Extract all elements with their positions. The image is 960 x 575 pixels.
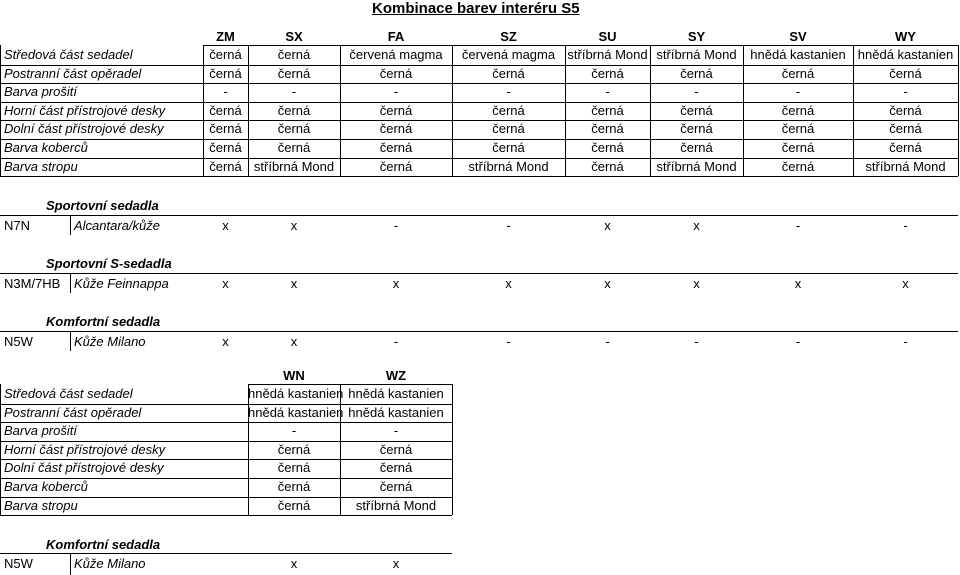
- grid-line: [0, 45, 1, 176]
- seat-availability: x: [794, 276, 802, 291]
- seat-availability: x: [392, 276, 400, 291]
- table-cell: černá: [277, 441, 311, 457]
- table-cell: černá: [781, 121, 815, 137]
- grid-line: [248, 384, 452, 385]
- seat-code: N5W: [4, 556, 33, 571]
- table-cell: černá: [781, 65, 815, 81]
- seat-availability: x: [604, 276, 611, 291]
- page-title: Kombinace barev interéru S5: [372, 0, 580, 17]
- table-cell: černá: [277, 479, 311, 494]
- table-cell: černá: [379, 460, 413, 476]
- table-cell: -: [291, 423, 297, 439]
- table-cell: -: [605, 84, 610, 100]
- grid-line: [203, 45, 204, 176]
- row-label: Dolní část přístrojové desky: [4, 460, 164, 476]
- grid-line: [248, 384, 249, 515]
- seat-availability: x: [505, 276, 512, 291]
- table-cell: -: [393, 84, 399, 100]
- seat-availability: x: [222, 334, 229, 349]
- seat-availability: x: [392, 556, 400, 571]
- seat-availability: -: [605, 334, 610, 349]
- table-cell: černá: [209, 140, 242, 155]
- table-cell: černá: [781, 158, 815, 174]
- grid-line: [340, 384, 341, 515]
- seat-availability: x: [290, 276, 298, 291]
- table-cell: černá: [277, 140, 311, 155]
- grid-line: [565, 45, 566, 176]
- seat-code: N3M/7HB: [4, 276, 61, 291]
- table-cell: černá: [680, 65, 713, 81]
- table-cell: černá: [277, 65, 311, 81]
- grid-line: [853, 45, 854, 176]
- seat-availability: -: [903, 218, 908, 233]
- seat-code: N7N: [4, 218, 31, 233]
- table-cell: černá: [379, 65, 413, 81]
- table-cell: černá: [680, 102, 713, 118]
- grid-line: [452, 384, 453, 515]
- row-label: Barva prošití: [4, 423, 77, 439]
- table-cell: černá: [379, 158, 413, 174]
- grid-line: [0, 176, 958, 177]
- column-header-sx: SX: [285, 29, 303, 44]
- table-cell: červená magma: [349, 47, 443, 62]
- row-label: Horní část přístrojové desky: [4, 441, 166, 457]
- column-header-su: SU: [598, 29, 617, 44]
- table-cell: černá: [277, 460, 311, 476]
- table-cell: černá: [209, 102, 242, 118]
- table-cell: hnědá kastanien: [857, 47, 954, 62]
- table-cell: černá: [209, 121, 242, 137]
- table-cell: černá: [680, 121, 713, 137]
- table-cell: stříbrná Mond: [656, 47, 737, 62]
- table-cell: černá: [591, 102, 624, 118]
- table-cell: -: [506, 84, 511, 100]
- column-header-fa: FA: [387, 29, 405, 44]
- seat-availability: -: [506, 334, 511, 349]
- seat-availability: x: [222, 276, 229, 291]
- seat-availability: -: [795, 218, 801, 233]
- row-label: Barva stropu: [4, 497, 78, 513]
- seat-section-title: Sportovní S-sedadla: [46, 256, 172, 271]
- table-cell: hnědá kastanien: [348, 404, 444, 420]
- table-cell: černá: [379, 102, 413, 118]
- column-header-sv: SV: [789, 29, 807, 44]
- row-label: Barva prošití: [4, 84, 77, 100]
- row-label: Barva koberců: [4, 479, 88, 494]
- grid-line: [70, 553, 71, 575]
- table-cell: černá: [277, 121, 311, 137]
- grid-line: [203, 45, 958, 46]
- table-cell: černá: [591, 65, 624, 81]
- table-cell: černá: [209, 158, 242, 174]
- seat-code: N5W: [4, 334, 33, 349]
- grid-line: [0, 384, 1, 515]
- table-cell: černá: [379, 140, 413, 155]
- row-label: Postranní část opěradel: [4, 65, 142, 81]
- grid-line: [0, 273, 958, 274]
- seat-availability: x: [290, 218, 298, 233]
- table-cell: černá: [680, 140, 713, 155]
- seat-availability: -: [506, 218, 511, 233]
- seat-availability: x: [290, 556, 298, 571]
- table-cell: černá: [277, 47, 311, 62]
- table-cell: -: [393, 423, 399, 439]
- grid-line: [70, 331, 71, 351]
- grid-line: [743, 45, 744, 176]
- table-cell: černá: [379, 479, 413, 494]
- seat-availability: -: [393, 218, 399, 233]
- column-header-sy: SY: [687, 29, 706, 44]
- seat-availability: x: [222, 218, 229, 233]
- table-cell: stříbrná Mond: [656, 158, 737, 174]
- seat-availability: x: [693, 276, 700, 291]
- table-cell: černá: [379, 121, 413, 137]
- row-label: Barva koberců: [4, 140, 88, 155]
- table-cell: černá: [781, 140, 815, 155]
- seat-availability: -: [795, 334, 801, 349]
- table-cell: černá: [492, 140, 525, 155]
- seat-section-title: Komfortní sedadla: [46, 314, 161, 329]
- table-cell: -: [223, 84, 228, 100]
- table-cell: černá: [889, 65, 922, 81]
- seat-availability: -: [903, 334, 908, 349]
- grid-line: [650, 45, 651, 176]
- table-cell: černá: [492, 121, 525, 137]
- grid-line: [0, 553, 452, 554]
- table-cell: černá: [209, 65, 242, 81]
- table-cell: černá: [889, 121, 922, 137]
- table-cell: -: [903, 84, 908, 100]
- table-cell: stříbrná Mond: [567, 47, 648, 62]
- table-cell: -: [795, 84, 801, 100]
- column-header-zm: ZM: [216, 29, 235, 44]
- grid-line: [0, 515, 452, 516]
- row-label: Dolní část přístrojové desky: [4, 121, 164, 137]
- table-cell: černá: [277, 497, 311, 513]
- seat-material: Kůže Milano: [74, 556, 146, 571]
- table-cell: černá: [591, 158, 624, 174]
- seat-material: Kůže Feinnappa: [74, 276, 169, 291]
- table-cell: černá: [889, 140, 922, 155]
- column-header-wy: WY: [895, 29, 916, 44]
- grid-line: [0, 331, 958, 332]
- seat-material: Alcantara/kůže: [74, 218, 160, 233]
- grid-line: [0, 215, 958, 216]
- row-label: Středová část sedadel: [4, 386, 133, 401]
- grid-line: [70, 215, 71, 235]
- table-cell: černá: [379, 441, 413, 457]
- row-label: Postranní část opěradel: [4, 404, 142, 420]
- table-cell: červená magma: [461, 47, 556, 62]
- table-cell: stříbrná Mond: [468, 158, 549, 174]
- seat-section-title: Komfortní sedadla: [46, 537, 161, 552]
- table-cell: stříbrná Mond: [253, 158, 335, 174]
- table-cell: černá: [492, 102, 525, 118]
- table-cell: hnědá kastanien: [248, 404, 344, 420]
- table-cell: -: [291, 84, 297, 100]
- table-cell: černá: [492, 65, 525, 81]
- seat-availability: x: [604, 218, 611, 233]
- table-cell: -: [694, 84, 699, 100]
- grid-line: [70, 273, 71, 293]
- grid-line: [452, 45, 453, 176]
- grid-line: [958, 45, 959, 176]
- seat-material: Kůže Milano: [74, 334, 146, 349]
- seat-section-title: Sportovní sedadla: [46, 198, 159, 213]
- table-cell: černá: [591, 121, 624, 137]
- seat-availability: x: [902, 276, 909, 291]
- seat-availability: x: [290, 334, 298, 349]
- row-label: Horní část přístrojové desky: [4, 102, 166, 118]
- seat-availability: -: [694, 334, 699, 349]
- column-header-wn: WN: [283, 368, 305, 383]
- table-cell: hnědá kastanien: [248, 386, 344, 401]
- table-cell: stříbrná Mond: [865, 158, 946, 174]
- table-cell: černá: [591, 140, 624, 155]
- table-cell: černá: [781, 102, 815, 118]
- row-label: Barva stropu: [4, 158, 78, 174]
- row-label: Středová část sedadel: [4, 47, 133, 62]
- table-cell: černá: [889, 102, 922, 118]
- column-header-sz: SZ: [500, 29, 517, 44]
- seat-availability: -: [393, 334, 399, 349]
- table-cell: hnědá kastanien: [750, 47, 846, 62]
- column-header-wz: WZ: [385, 368, 407, 383]
- table-cell: černá: [277, 102, 311, 118]
- table-cell: hnědá kastanien: [348, 386, 444, 401]
- seat-availability: x: [693, 218, 700, 233]
- grid-line: [248, 45, 249, 176]
- table-cell: stříbrná Mond: [355, 497, 437, 513]
- table-cell: černá: [209, 47, 242, 62]
- grid-line: [340, 45, 341, 176]
